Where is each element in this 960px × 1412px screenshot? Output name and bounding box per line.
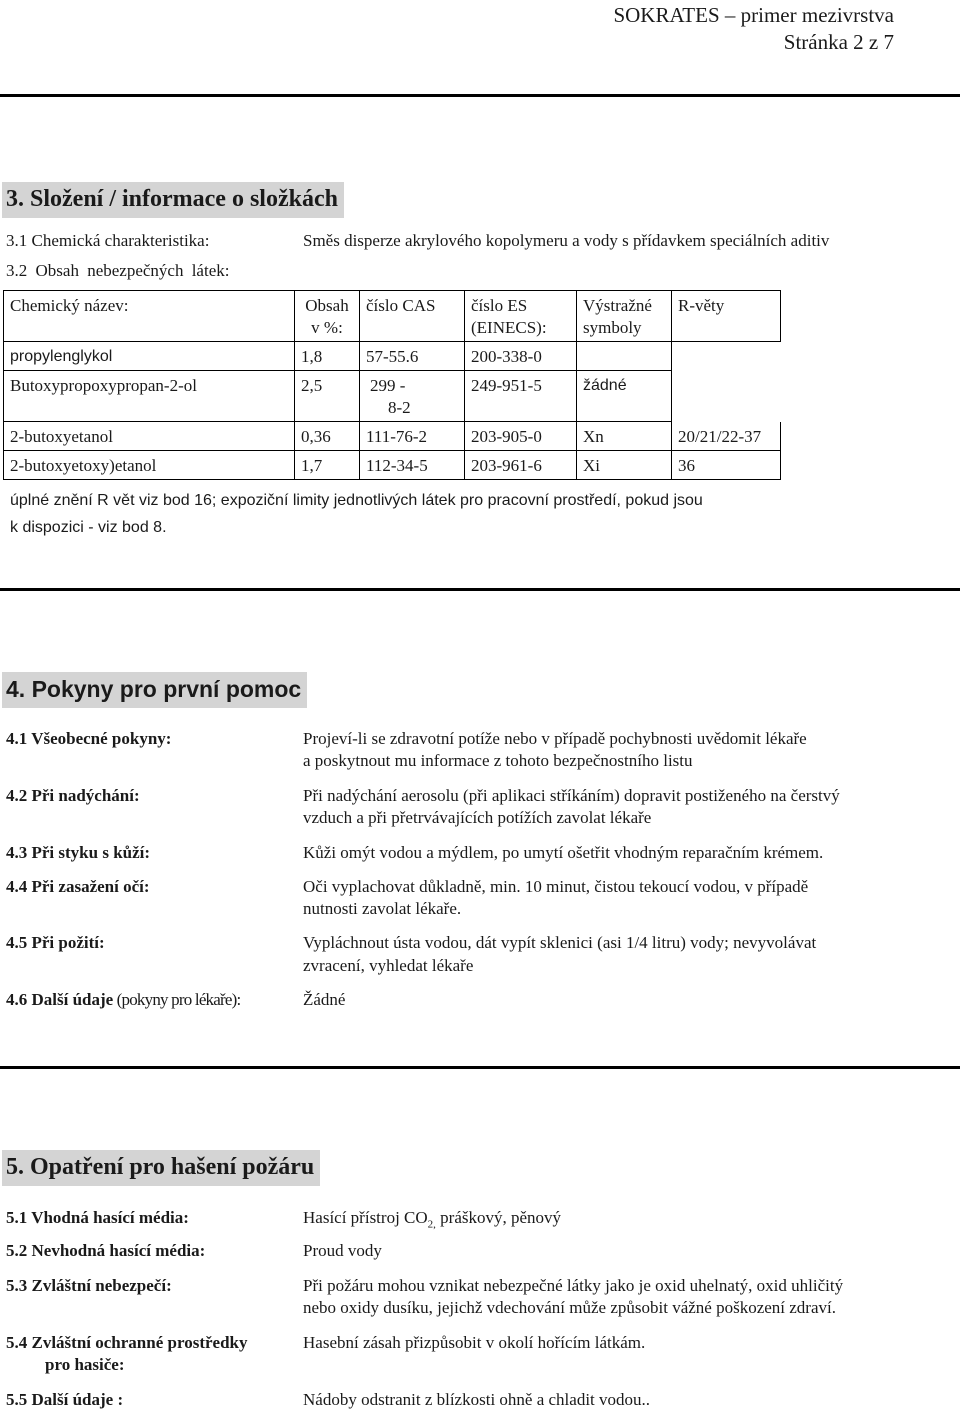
table-cell: 249-951-5 — [465, 371, 577, 422]
table-header: Obsah v %: — [295, 291, 360, 342]
section-5-title: 5. Opatření pro hašení požáru — [2, 1150, 320, 1186]
table-row — [4, 422, 781, 451]
table-cell — [577, 342, 672, 371]
s5-5-label: 5.5 Další údaje : — [6, 1390, 124, 1409]
s3-note-line1: úplné znění R vět viz bod 16; expoziční limity jednotlivých látek pro pracovní prostředí, pokud jsou — [10, 492, 703, 509]
table-cell: 112-34-5 — [360, 451, 465, 480]
s4-5-text: zvracení, vyhledat lékaře — [303, 956, 474, 975]
table-header: Chemický název: — [4, 291, 295, 342]
table-cell: 2,5 — [295, 371, 360, 422]
s3-2-label: 3.2 Obsah nebezpečných látek: — [6, 261, 230, 280]
s3-1-label: 3.1 Chemická charakteristika: — [6, 231, 210, 250]
table-cell — [672, 371, 781, 422]
table-header: číslo CAS — [360, 291, 465, 342]
table-cell: 111-76-2 — [360, 422, 465, 451]
s4-3-label: 4.3 Při styku s kůží: — [6, 843, 151, 862]
table-cell: 36 — [672, 451, 781, 480]
divider — [0, 1066, 960, 1069]
s5-5-text: Nádoby odstranit z blízkosti ohně a chladit vodou.. — [303, 1390, 651, 1409]
table-cell — [672, 342, 781, 371]
s4-4-label: 4.4 Při zasažení očí: — [6, 877, 150, 896]
table-cell: 2-butoxyetoxy)etanol — [4, 451, 295, 480]
table-cell: 20/21/22-37 — [672, 422, 781, 451]
s5-2-text: Proud vody — [303, 1241, 382, 1260]
s5-2-label: 5.2 Nevhodná hasící média: — [6, 1241, 206, 1260]
s5-3-text: Při požáru mohou vznikat nebezpečné látky jako je oxid uhelnatý, oxid uhličitý — [303, 1276, 844, 1295]
table-header: Výstražné symboly — [577, 291, 672, 342]
s4-2-text: vzduch a při přetrvávajících potížích zavolat lékaře — [303, 808, 652, 827]
table-header: číslo ES (EINECS): — [465, 291, 577, 342]
table-row — [4, 342, 781, 371]
s4-2-label: 4.2 Při nadýchání: — [6, 786, 140, 805]
s3-1-value: Směs disperze akrylového kopolymeru a vody s přídavkem speciálních aditiv — [303, 231, 830, 250]
s5-4-label: 5.4 Zvláštní ochranné prostředky — [6, 1333, 248, 1352]
s4-2-text: Při nadýchání aerosolu (při aplikaci stříkáním) dopravit postiženého na čerstvý — [303, 786, 840, 805]
table-cell: 299 - 8-2 — [360, 371, 465, 422]
table-cell: 57-55.6 — [360, 342, 465, 371]
section-3-title: 3. Složení / informace o složkách — [2, 182, 344, 218]
s5-1-label: 5.1 Vhodná hasící média: — [6, 1208, 189, 1227]
hazardous-substances-table — [3, 290, 781, 480]
s5-3-label: 5.3 Zvláštní nebezpečí: — [6, 1276, 172, 1295]
s4-6-label: 4.6 Další údaje (pokyny pro lékaře): — [6, 990, 241, 1009]
page-number: Stránka 2 z 7 — [783, 30, 894, 54]
section-4-title: 4. Pokyny pro první pomoc — [2, 672, 307, 708]
table-cell: Xi — [577, 451, 672, 480]
s4-6-text: Žádné — [303, 990, 346, 1009]
s5-1-text: Hasící přístroj $CO_{2,}$ práškový, pěnový — [303, 1208, 562, 1231]
table-header-row — [4, 291, 781, 342]
table-row — [4, 371, 781, 422]
s5-3-text: nebo oxidy dusíku, jejichž vdechování může způsobit vážné poškození zdraví. — [303, 1298, 836, 1317]
table-row — [4, 451, 781, 480]
s4-5-label: 4.5 Při požití: — [6, 933, 105, 952]
divider — [0, 588, 960, 591]
header-title: SOKRATES – primer mezivrstva — [613, 3, 894, 27]
s4-4-text: nutnosti zavolat lékaře. — [303, 899, 462, 918]
table-cell: 200-338-0 — [465, 342, 577, 371]
table-header: R-věty — [672, 291, 781, 342]
s3-note-line2: k dispozici - viz bod 8. — [10, 519, 167, 536]
table-cell: 1,7 — [295, 451, 360, 480]
s5-4-label: pro hasiče: — [45, 1355, 125, 1374]
s5-4-text: Hasební zásah přizpůsobit v okolí hořícím látkám. — [303, 1333, 646, 1352]
table-cell: Butoxypropoxypropan-2-ol — [4, 371, 295, 422]
s4-4-text: Oči vyplachovat důkladně, min. 10 minut, čistou tekoucí vodou, v případě — [303, 877, 809, 896]
table-cell: 203-905-0 — [465, 422, 577, 451]
table-cell: 203-961-6 — [465, 451, 577, 480]
s4-1-label: 4.1 Všeobecné pokyny: — [6, 729, 172, 748]
s4-1-text: Projeví-li se zdravotní potíže nebo v případě pochybnosti uvědomit lékaře — [303, 729, 807, 748]
table-cell: 2-butoxyetanol — [4, 422, 295, 451]
table-cell: 1,8 — [295, 342, 360, 371]
table-cell: žádné — [577, 371, 672, 422]
s4-5-text: Vypláchnout ústa vodou, dát vypít sklenici (asi 1/4 litru) vody; nevyvolávat — [303, 933, 817, 952]
s4-3-text: Kůži omýt vodou a mýdlem, po umytí ošetřit vhodným reparačním krémem. — [303, 843, 824, 862]
s4-1-text: a poskytnout mu informace z tohoto bezpečnostního listu — [303, 751, 693, 770]
table-cell: propylenglykol — [4, 342, 295, 371]
table-cell: 0,36 — [295, 422, 360, 451]
divider — [0, 94, 960, 97]
table-cell: Xn — [577, 422, 672, 451]
